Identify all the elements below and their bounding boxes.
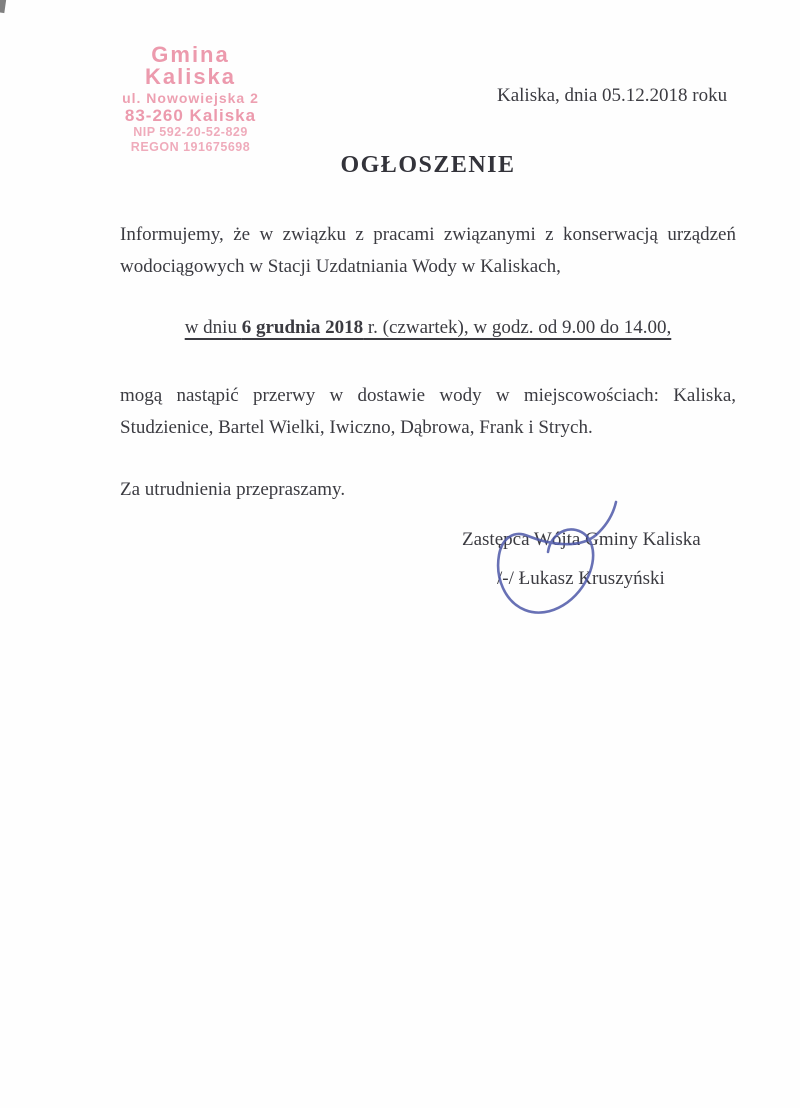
stamp-nip: NIP 592-20-52-829: [133, 125, 248, 139]
document-title: OGŁOSZENIE: [340, 152, 516, 178]
outage-date-bold: 6 grudnia 2018: [241, 317, 364, 338]
stamp-regon: REGON 191675698: [130, 139, 251, 154]
scan-artifact: [0, 0, 7, 13]
handwritten-signature-scribble: [480, 492, 640, 627]
apology-line: Za utrudnienia przepraszamy.: [120, 479, 346, 500]
paragraph-intro-line2: wodociągowych w Stacji Uzdatniania Wody w Kaliskach,: [120, 256, 561, 277]
paragraph-localities-line1: mogą nastąpić przerwy w dostawie wody w miejscowościach: Kaliska,: [120, 385, 736, 406]
outage-datetime-suffix: r. (czwartek), w godz. od 9.00 do 14.00,: [363, 317, 672, 338]
outage-datetime-prefix: w dniu: [184, 317, 242, 338]
signer-role: Zastępca Wójta Gminy Kaliska: [462, 529, 701, 550]
paragraph-intro: [120, 219, 736, 283]
municipal-stamp: [108, 44, 273, 153]
outage-datetime-line: [120, 317, 736, 339]
signer-name: /-/ Łukasz Kruszyński: [497, 568, 665, 589]
stamp-org-name: Gmina Kaliska: [144, 42, 237, 89]
paragraph-localities-line2: Studzienice, Bartel Wielki, Iwiczno, Dąbrowa, Frank i Strych.: [120, 417, 593, 438]
outage-datetime-underlined: [185, 317, 672, 338]
stamp-street: ul. Nowowiejska 2: [122, 90, 259, 106]
place-date-line: Kaliska, dnia 05.12.2018 roku: [497, 85, 728, 106]
paragraph-intro-line1: Informujemy, że w związku z pracami związanymi z konserwacją urządzeń: [120, 224, 736, 245]
stamp-postal-city: 83-260 Kaliska: [124, 106, 257, 125]
paragraph-localities: [120, 380, 736, 444]
